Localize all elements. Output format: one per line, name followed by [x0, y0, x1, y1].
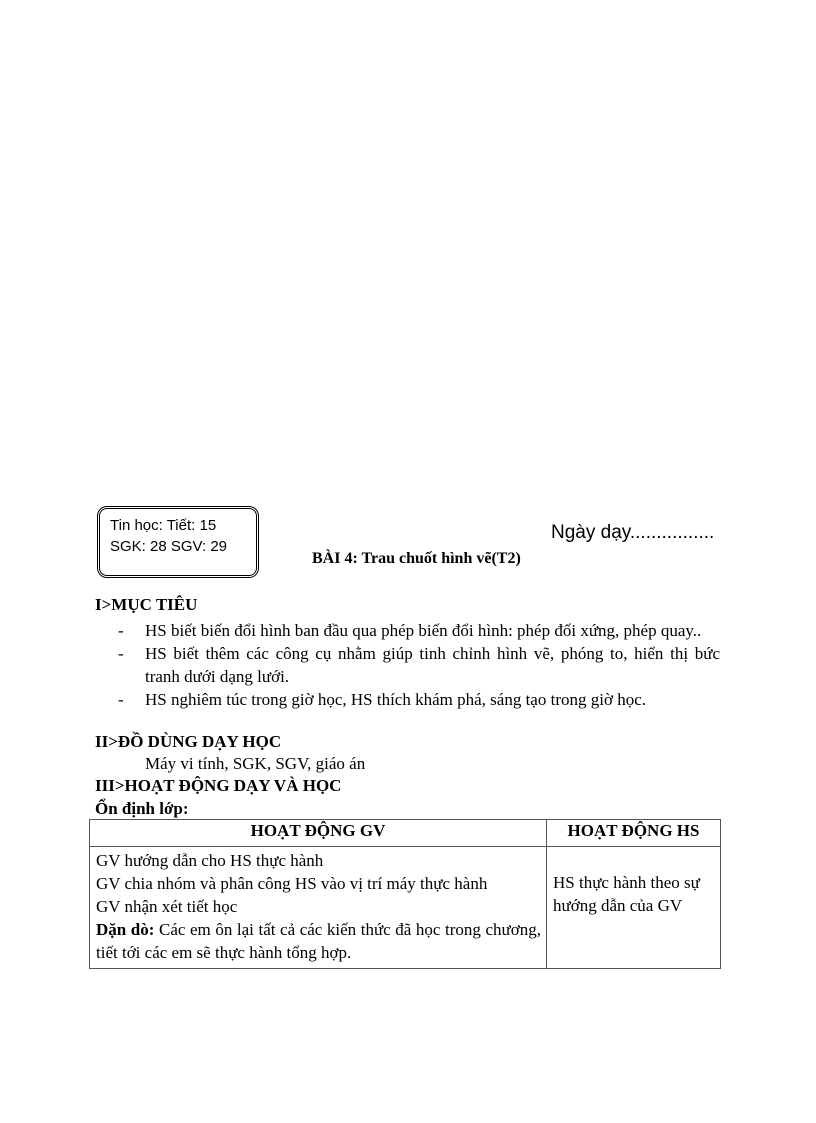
section-materials-heading: II>ĐỒ DÙNG DẠY HỌC	[95, 732, 282, 751]
teaching-date: Ngày dạy................	[551, 522, 715, 543]
lesson-info-box	[97, 506, 259, 578]
list-item: - HS nghiêm túc trong giờ học, HS thích khám phá, sáng tạo trong giờ học.	[118, 690, 646, 709]
objectives-list	[118, 619, 720, 711]
teacher-activity-line: GV hướng dẫn cho HS thực hành	[96, 851, 324, 870]
header-student-activity: HOẠT ĐỘNG HS	[547, 820, 721, 847]
homework-label: Dặn dò:	[96, 920, 155, 939]
teacher-activity-line: GV nhận xét tiết học	[96, 897, 238, 916]
bullet-dash-icon: -	[118, 644, 124, 663]
student-activity-cell: HS thực hành theo sự hướng dẫn của GV	[547, 847, 721, 969]
teacher-activity-line: GV chia nhóm và phân công HS vào vị trí máy thực hành	[96, 874, 488, 893]
materials-text: Máy vi tính, SGK, SGV, giáo án	[145, 754, 366, 773]
activities-table	[89, 819, 721, 969]
homework-note	[96, 918, 541, 964]
section-activities-heading: III>HOẠT ĐỘNG DẠY VÀ HỌC	[95, 776, 342, 795]
class-organization-heading: Ổn định lớp:	[95, 799, 189, 818]
section-objectives-heading: I>MỤC TIÊU	[95, 595, 198, 614]
bullet-dash-icon: -	[118, 621, 124, 640]
teacher-activity-cell	[90, 847, 547, 969]
list-item: - HS biết thêm các công cụ nhằm giúp tinh chỉnh hình vẽ, phóng to, hiển thị bức tranh dưới dạng lưới.	[118, 644, 720, 686]
table-row	[90, 847, 721, 969]
lesson-title: BÀI 4: Trau chuốt hình vẽ(T2)	[312, 550, 521, 567]
table-header-row	[90, 820, 721, 847]
homework-text: Các em ôn lại tất cả các kiến thức đã học trong chương, tiết tới các em sẽ thực hành tổng hợp.	[96, 920, 541, 962]
list-item: - HS biết biến đổi hình ban đầu qua phép biến đổi hình: phép đối xứng, phép quay..	[118, 621, 702, 640]
bullet-dash-icon: -	[118, 690, 124, 709]
header-teacher-activity: HOẠT ĐỘNG GV	[90, 820, 547, 847]
info-box-subject-line: Tin học: Tiết: 15	[110, 517, 217, 534]
info-box-books-line: SGK: 28 SGV: 29	[110, 538, 228, 555]
